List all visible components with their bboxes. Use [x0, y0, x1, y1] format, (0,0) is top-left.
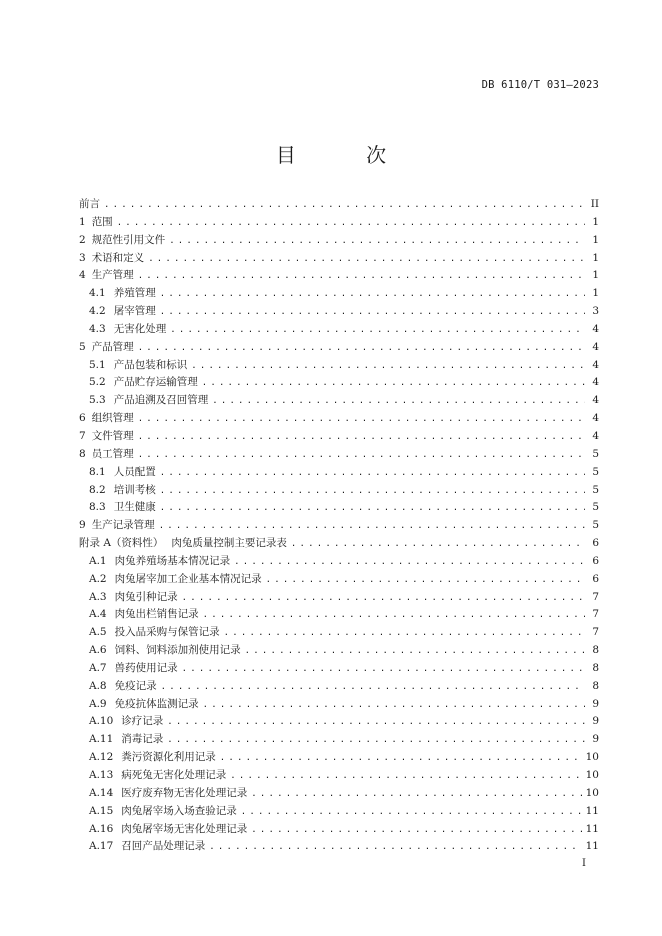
dot-leader: [138, 343, 585, 353]
toc-entry[interactable]: [79, 731, 599, 749]
toc-entry-label: 生产记录管理: [91, 519, 155, 532]
toc-entry-number: 4.3: [89, 322, 106, 335]
toc-entry-number: 7: [79, 429, 86, 442]
dot-leader: [224, 628, 585, 638]
toc-entry-page: 5: [592, 519, 599, 532]
toc-entry-page: 6: [592, 537, 599, 550]
toc-entry-page: 11: [585, 840, 599, 853]
toc-entry-label: 养殖管理: [113, 287, 156, 300]
toc-entry-label: 诊疗记录: [121, 715, 164, 728]
dot-leader: [234, 557, 585, 567]
toc-entry-page: 3: [592, 305, 599, 318]
toc-entry-page: 4: [592, 376, 599, 389]
toc-entry-label: 免疫抗体监测记录: [114, 697, 199, 710]
toc-entry-number: 4.1: [89, 287, 106, 300]
toc-entry-number: 附录 A（资料性）: [79, 537, 164, 550]
toc-entry-label: 粪污资源化利用记录: [121, 751, 216, 764]
table-of-contents: [79, 196, 599, 856]
toc-entry[interactable]: [79, 803, 599, 821]
toc-entry[interactable]: [79, 821, 599, 839]
toc-entry-page: 9: [592, 715, 599, 728]
toc-entry-page: 5: [592, 447, 599, 460]
page-title: 目 次: [275, 143, 419, 167]
toc-entry-label: 消毒记录: [121, 733, 164, 746]
dot-leader: [159, 521, 585, 531]
toc-entry-number: A.14: [89, 786, 114, 799]
toc-entry-label: 无害化处理: [113, 322, 167, 335]
toc-entry-number: 8.3: [89, 501, 106, 514]
toc-entry-label: 病死兔无害化处理记录: [121, 769, 227, 781]
toc-entry[interactable]: [79, 339, 599, 357]
dot-leader: [202, 378, 585, 388]
toc-entry-label: 人员配置: [113, 465, 156, 478]
toc-entry[interactable]: [79, 696, 599, 714]
toc-entry[interactable]: [79, 642, 599, 660]
toc-entry-label: 文件管理: [91, 429, 134, 442]
toc-entry-page: 1: [592, 233, 599, 246]
toc-entry-label: 饲料、饲料添加剂使用记录: [114, 644, 241, 657]
dot-leader: [160, 503, 585, 513]
dot-leader: [170, 325, 585, 335]
toc-entry-label: 卫生健康: [113, 501, 156, 514]
toc-entry[interactable]: [79, 446, 599, 464]
dot-leader: [104, 200, 585, 210]
toc-entry-page: 4: [592, 429, 599, 442]
toc-entry-number: 6: [79, 412, 86, 425]
dot-leader: [160, 486, 585, 496]
toc-entry[interactable]: [79, 267, 599, 285]
toc-entry-label: 前言: [79, 198, 100, 210]
toc-entry-number: 5: [79, 340, 86, 353]
toc-entry-page: II: [590, 198, 599, 210]
toc-entry-number: A.3: [89, 590, 107, 603]
document-code: DB 6110/T 031—2023: [481, 79, 599, 91]
toc-entry-label: 肉兔屠宰场入场查验记录: [121, 804, 237, 817]
toc-entry-page: 4: [592, 322, 599, 335]
toc-entry-page: 5: [592, 501, 599, 514]
toc-entry[interactable]: [79, 482, 599, 500]
toc-entry-label: 兽药使用记录: [114, 661, 178, 674]
toc-entry-page: 11: [585, 822, 599, 835]
dot-leader: [245, 646, 585, 656]
toc-entry-number: A.13: [89, 769, 114, 781]
toc-entry-page: 10: [585, 751, 599, 764]
toc-entry-page: 9: [592, 697, 599, 710]
toc-entry-page: 1: [592, 269, 599, 282]
toc-entry-label: 屠宰管理: [113, 305, 156, 318]
toc-entry-page: 7: [592, 590, 599, 603]
toc-entry-page: 4: [592, 412, 599, 425]
toc-entry-number: 5.2: [89, 376, 106, 389]
toc-entry-page: 8: [592, 661, 599, 674]
toc-entry[interactable]: [79, 410, 599, 428]
dot-leader: [148, 254, 585, 264]
toc-entry[interactable]: [79, 285, 599, 303]
dot-leader: [169, 236, 585, 246]
toc-entry-page: 4: [592, 394, 599, 407]
toc-entry-number: A.15: [89, 804, 114, 817]
toc-entry-page: 4: [592, 358, 599, 371]
toc-entry[interactable]: [79, 624, 599, 642]
toc-entry[interactable]: [79, 374, 599, 392]
toc-entry[interactable]: [79, 517, 599, 535]
dot-leader: [182, 593, 585, 603]
toc-entry-label: 产品包装和标识: [113, 358, 188, 371]
toc-entry[interactable]: [79, 499, 599, 517]
toc-entry-number: 8: [79, 447, 86, 460]
toc-entry[interactable]: [79, 250, 599, 268]
toc-entry-label: 免疫记录: [114, 679, 157, 692]
toc-entry[interactable]: [79, 606, 599, 624]
toc-entry-page: 4: [592, 340, 599, 353]
toc-entry-page: 1: [592, 251, 599, 264]
toc-entry-label: 术语和定义: [91, 251, 145, 264]
toc-entry[interactable]: [79, 749, 599, 767]
dot-leader: [138, 271, 585, 281]
toc-entry-label: 培训考核: [113, 483, 156, 496]
toc-entry[interactable]: [79, 232, 599, 250]
toc-entry-label: 产品贮存运输管理: [113, 376, 198, 389]
dot-leader: [182, 664, 585, 674]
toc-entry-number: 9: [79, 519, 86, 532]
toc-entry-label: 产品管理: [91, 340, 134, 353]
toc-entry-label: 规范性引用文件: [91, 233, 166, 246]
toc-entry-page: 11: [585, 804, 599, 817]
toc-entry-number: 8.2: [89, 483, 106, 496]
toc-entry-number: A.6: [89, 644, 107, 657]
toc-entry-page: 10: [585, 769, 599, 781]
dot-leader: [167, 735, 585, 745]
toc-entry-page: 7: [592, 608, 599, 621]
toc-entry-number: A.1: [89, 554, 107, 567]
toc-entry[interactable]: [79, 785, 599, 803]
toc-entry-number: A.12: [89, 751, 114, 764]
toc-entry-label: 范围: [91, 215, 113, 228]
toc-entry-label: 召回产品处理记录: [121, 840, 206, 853]
dot-leader: [220, 753, 582, 763]
toc-entry-label: 产品追溯及召回管理: [113, 394, 209, 407]
toc-entry[interactable]: [79, 303, 599, 321]
toc-entry[interactable]: [79, 535, 599, 553]
dot-leader: [160, 468, 585, 478]
toc-entry-page: 8: [592, 679, 599, 692]
toc-entry[interactable]: [79, 660, 599, 678]
toc-entry[interactable]: [79, 428, 599, 446]
toc-entry-number: 5.3: [89, 394, 106, 407]
toc-entry[interactable]: [79, 838, 599, 856]
toc-entry[interactable]: [79, 589, 599, 607]
toc-entry[interactable]: [79, 321, 599, 339]
toc-entry[interactable]: [79, 357, 599, 375]
toc-entry-page: 10: [585, 786, 599, 799]
dot-leader: [117, 218, 585, 228]
toc-entry-number: 2: [79, 233, 86, 246]
dot-leader: [161, 682, 585, 692]
toc-entry[interactable]: [79, 553, 599, 571]
toc-entry[interactable]: [79, 392, 599, 410]
toc-entry-number: 1: [79, 215, 86, 228]
dot-leader: [241, 807, 582, 817]
toc-entry[interactable]: [79, 571, 599, 589]
toc-entry-label: 员工管理: [91, 447, 134, 460]
dot-leader: [138, 432, 585, 442]
toc-entry-page: 7: [592, 626, 599, 639]
toc-entry-number: A.9: [89, 697, 107, 710]
toc-entry-label: 投入品采购与保管记录: [114, 626, 220, 639]
toc-entry[interactable]: [79, 464, 599, 482]
toc-entry-page: 5: [592, 465, 599, 478]
toc-entry-page: 6: [592, 572, 599, 585]
toc-entry-page: 1: [592, 215, 599, 228]
dot-leader: [212, 396, 585, 406]
toc-entry-number: A.11: [89, 733, 114, 746]
toc-entry-number: A.4: [89, 608, 107, 621]
toc-entry-number: A.7: [89, 661, 107, 674]
toc-entry-number: A.17: [89, 840, 114, 853]
toc-entry-page: 8: [592, 644, 599, 657]
dot-leader: [138, 414, 585, 424]
dot-leader: [191, 361, 585, 371]
toc-entry-label: 肉兔引种记录: [114, 590, 178, 603]
page-number: I: [582, 858, 586, 869]
dot-leader: [230, 771, 581, 781]
toc-entry-number: A.16: [89, 822, 114, 835]
dot-leader: [160, 307, 585, 317]
toc-entry-number: 8.1: [89, 465, 106, 478]
toc-entry-page: 9: [592, 733, 599, 746]
toc-entry-page: 6: [592, 554, 599, 567]
dot-leader: [291, 539, 585, 549]
toc-entry-label: 医疗废弃物无害化处理记录: [121, 786, 248, 799]
toc-entry-number: A.10: [89, 715, 114, 728]
toc-entry-number: 3: [79, 251, 86, 264]
toc-entry-page: 5: [592, 483, 599, 496]
dot-leader: [167, 717, 585, 727]
dot-leader: [266, 575, 585, 585]
dot-leader: [138, 450, 585, 460]
toc-entry[interactable]: [79, 767, 599, 785]
toc-entry-label: 组织管理: [91, 412, 134, 425]
dot-leader: [203, 610, 585, 620]
toc-entry-page: 1: [592, 287, 599, 300]
toc-entry-label: 肉兔质量控制主要记录表: [171, 537, 287, 550]
dot-leader: [251, 789, 581, 799]
toc-entry-number: A.8: [89, 679, 107, 692]
toc-entry-number: A.5: [89, 626, 107, 639]
toc-entry[interactable]: [79, 678, 599, 696]
toc-entry[interactable]: [79, 214, 599, 232]
toc-entry-label: 肉兔出栏销售记录: [114, 608, 199, 621]
dot-leader: [160, 289, 585, 299]
toc-entry-number: 4: [79, 269, 86, 282]
dot-leader: [209, 842, 581, 852]
toc-entry-number: 5.1: [89, 358, 106, 371]
dot-leader: [251, 825, 581, 835]
toc-entry-label: 肉兔屠宰加工企业基本情况记录: [114, 572, 262, 585]
toc-entry[interactable]: [79, 713, 599, 731]
toc-entry-label: 生产管理: [91, 269, 134, 282]
toc-entry-number: 4.2: [89, 305, 106, 318]
toc-entry-number: A.2: [89, 572, 107, 585]
dot-leader: [203, 700, 585, 710]
toc-entry-label: 肉兔养殖场基本情况记录: [114, 554, 231, 567]
toc-entry[interactable]: [79, 196, 599, 214]
toc-entry-label: 肉兔屠宰场无害化处理记录: [121, 822, 248, 835]
